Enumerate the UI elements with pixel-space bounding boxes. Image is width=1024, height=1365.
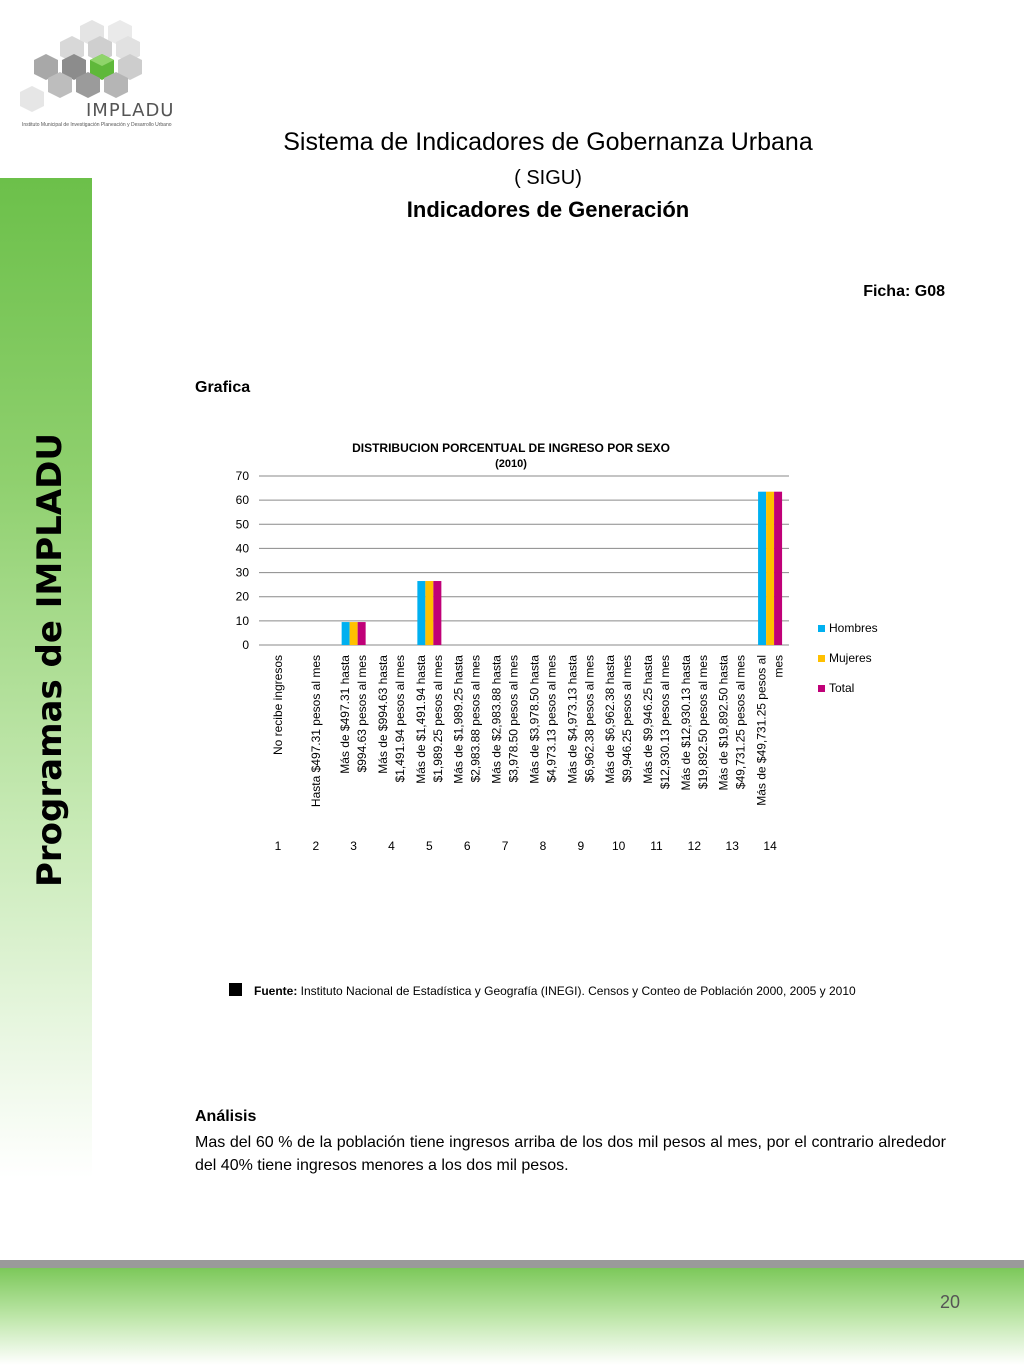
bar-total — [433, 581, 441, 645]
grafica-label: Grafica — [195, 379, 251, 396]
y-tick-label: 40 — [235, 541, 249, 556]
x-category-number: 6 — [463, 839, 471, 853]
x-category-label: Más de $19,892.50 hasta — [716, 655, 731, 791]
x-category-label: $3,978.50 pesos al mes — [506, 655, 521, 783]
x-category-label: Más de $497.31 hasta — [338, 655, 353, 774]
chart-title: DISTRIBUCION PORCENTUAL DE INGRESO POR SEXO — [352, 441, 670, 455]
x-category-label: Hasta $497.31 pesos al mes — [308, 655, 323, 808]
analysis-text: Mas del 60 % de la población tiene ingresos arriba de los dos mil pesos al mes, por el contrario alrededor del 40% tiene ingresos menores a los dos mil pesos. — [195, 1134, 946, 1174]
income-distribution-chart — [222, 435, 938, 865]
x-category-number: 2 — [312, 839, 320, 853]
x-category-label: Más de $9,946.25 hasta — [641, 655, 655, 784]
x-category-label: $6,962.38 pesos al mes — [582, 655, 597, 783]
bar-hombres — [758, 492, 766, 645]
x-category-label: $1,989.25 pesos al mes — [430, 655, 445, 783]
x-category-number: 13 — [725, 839, 739, 853]
bar-mujeres — [766, 492, 774, 645]
x-category-label: Más de $49,731.25 pesos al — [754, 655, 769, 806]
x-category-number: 8 — [539, 839, 547, 853]
footer-band — [0, 1268, 1024, 1365]
x-category-number: 7 — [501, 839, 509, 853]
x-category-number: 14 — [763, 839, 777, 853]
page-number: 20 — [939, 1292, 960, 1312]
logo-subtitle: Instituto Municipal de Investigación Planeación y Desarrollo Urbano — [22, 122, 172, 128]
source-text: Instituto Nacional de Estadística y Geografía (INEGI). Censos y Conteo de Población 2000, 2005 y 2010 — [297, 984, 856, 998]
sidebar-title: Programas de IMPLADU — [30, 433, 70, 887]
x-category-label: Más de $4,973.13 hasta — [565, 655, 580, 784]
x-category-label: Más de $3,978.50 hasta — [527, 655, 542, 784]
source-note — [229, 983, 856, 998]
footer-divider — [0, 1260, 1024, 1268]
legend-swatch-total — [818, 685, 825, 692]
x-category-label: $9,946.25 pesos al mes — [620, 655, 635, 783]
y-tick-label: 10 — [235, 613, 249, 628]
x-category-label: Más de $1,989.25 hasta — [451, 655, 466, 784]
legend-label-hombres: Hombres — [829, 621, 878, 635]
bar-total — [358, 622, 366, 645]
x-category-number: 11 — [650, 839, 663, 853]
x-category-label: Más de $6,962.38 hasta — [603, 655, 618, 784]
bar-hombres — [417, 581, 425, 645]
y-tick-label: 0 — [242, 638, 249, 652]
x-category-label: No recibe ingresos — [270, 655, 285, 756]
x-category-number: 3 — [350, 839, 357, 853]
page-subtitle: ( SIGU) — [514, 167, 582, 189]
x-category-number: 10 — [611, 839, 626, 853]
chart-subtitle: (2010) — [495, 458, 527, 470]
legend-label-mujeres: Mujeres — [829, 651, 872, 665]
x-category-number: 1 — [274, 839, 282, 853]
source-label: Fuente: — [254, 984, 298, 998]
bullet-square-icon — [229, 983, 242, 996]
bar-mujeres — [425, 581, 433, 645]
bar-total — [774, 492, 782, 645]
x-category-number: 4 — [388, 839, 395, 853]
x-category-label: $4,973.13 pesos al mes — [544, 655, 559, 783]
logo-wordmark: IMPLADU — [86, 100, 175, 121]
y-tick-label: 70 — [235, 469, 249, 483]
x-category-label: $19,892.50 pesos al mes — [695, 655, 710, 790]
x-category-label: Más de $1,491.94 hasta — [413, 655, 428, 784]
legend-swatch-mujeres — [818, 655, 825, 662]
y-tick-label: 50 — [235, 517, 249, 532]
analysis-heading: Análisis — [195, 1108, 257, 1125]
cube-cluster-icon — [20, 20, 142, 112]
x-category-label: $12,930.13 pesos al mes — [658, 655, 672, 790]
x-category-label: $2,983.88 pesos al mes — [468, 655, 483, 783]
x-category-label: $49,731.25 pesos al mes — [733, 655, 748, 790]
x-category-label: $994.63 pesos al mes — [355, 655, 370, 773]
x-category-label: Más de $12,930.13 hasta — [678, 655, 693, 791]
x-category-number: 5 — [426, 839, 433, 853]
y-tick-label: 30 — [235, 565, 249, 580]
legend-label-total: Total — [829, 681, 855, 695]
x-category-number: 12 — [687, 839, 702, 853]
bar-hombres — [342, 622, 350, 645]
y-tick-label: 20 — [235, 589, 249, 604]
legend-swatch-hombres — [818, 625, 825, 632]
section-title: Indicadores de Generación — [406, 197, 690, 222]
x-category-label: Más de $2,983.88 hasta — [489, 655, 504, 784]
ficha-code: Ficha: G08 — [863, 283, 945, 300]
page-title: Sistema de Indicadores de Gobernanza Urbana — [283, 128, 813, 156]
y-tick-label: 60 — [235, 493, 249, 508]
bar-mujeres — [350, 622, 358, 645]
x-category-number: 9 — [577, 839, 585, 853]
x-category-label: Más de $994.63 hasta — [376, 655, 390, 774]
x-category-label: $1,491.94 pesos al mes — [393, 655, 407, 783]
x-category-label: mes — [771, 655, 786, 678]
